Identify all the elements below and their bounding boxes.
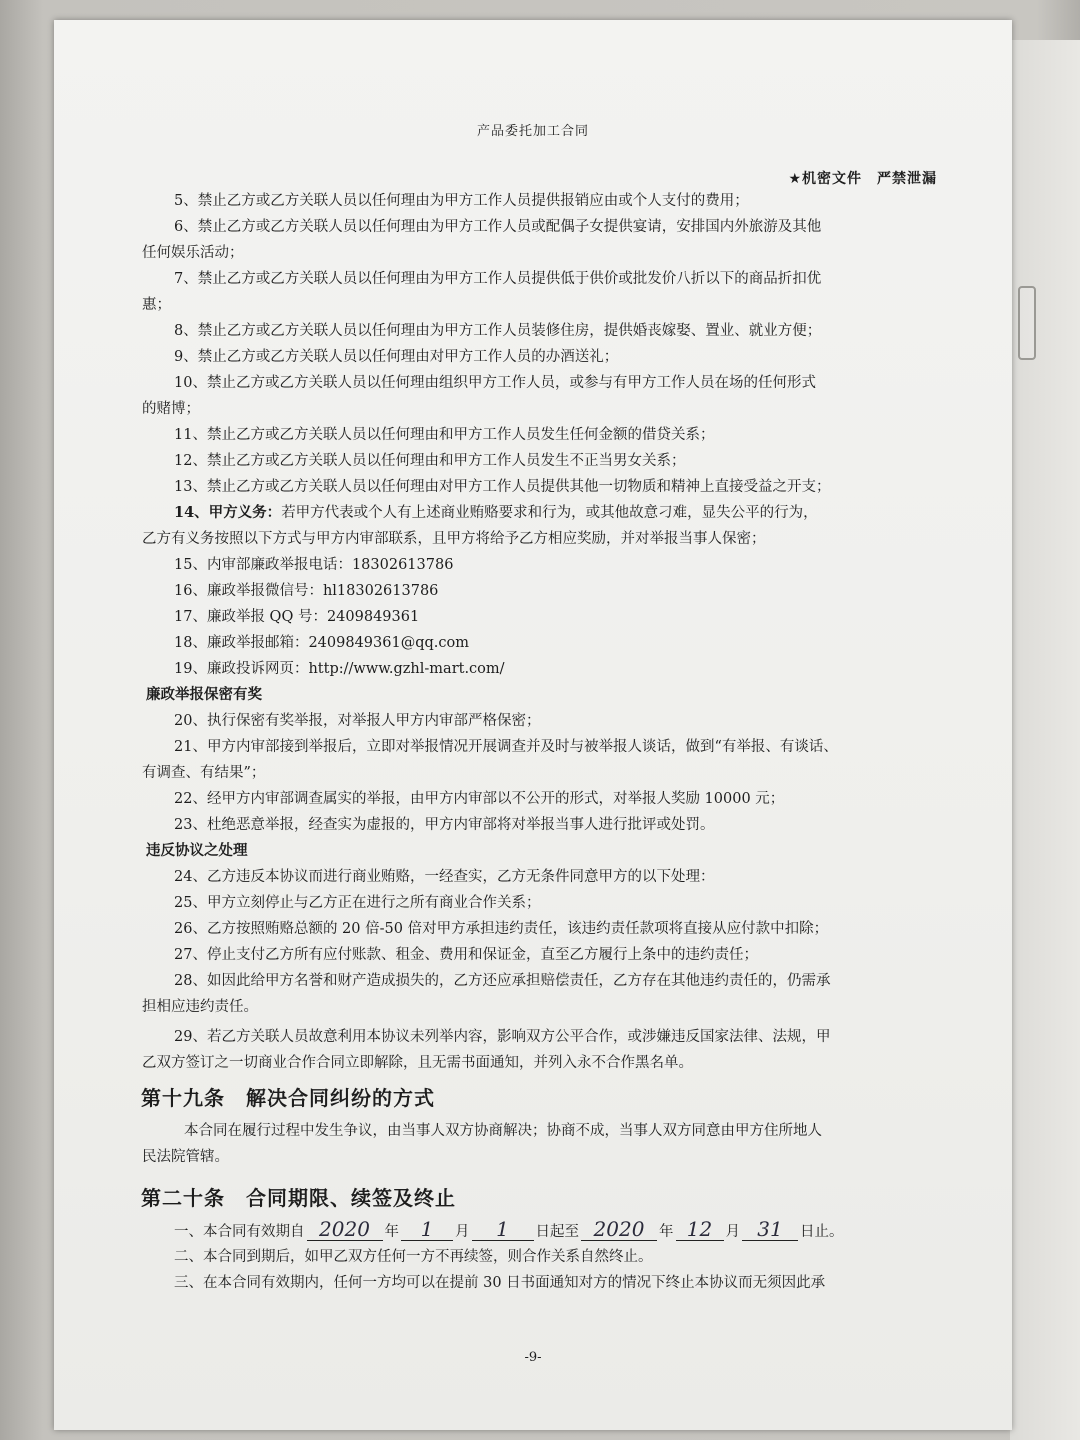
page-content (54, 20, 1012, 1430)
reward-section-heading: 廉政举报保密有奖 (146, 686, 262, 703)
start-month-handwritten: 1 (401, 1218, 453, 1241)
clause-28-cont: 担相应违约责任。 (142, 999, 258, 1015)
binding-staple (1018, 286, 1036, 360)
clause-13: 13、禁止乙方或乙方关联人员以任何理由对甲方工作人员提供其他一切物质和精神上直接受益之开支； (174, 479, 831, 495)
clause-29-cont: 乙双方签订之一切商业合作合同立即解除，且无需书面通知，并列入永不合作黑名单。 (142, 1055, 693, 1071)
clause-11: 11、禁止乙方或乙方关联人员以任何理由和甲方工作人员发生任何金额的借贷关系； (174, 427, 715, 443)
clause-21: 21、甲方内审部接到举报后，立即对举报情况开展调查并及时与被举报人谈话，做到“有举报、有谈话、 (174, 739, 838, 755)
clause-27: 27、停止支付乙方所有应付账款、租金、费用和保证金，直至乙方履行上条中的违约责任； (174, 947, 758, 963)
clause-6: 6、禁止乙方或乙方关联人员以任何理由为甲方工作人员或配偶子女提供宴请，安排国内外旅游及其他 (174, 219, 822, 235)
contact-webpage[interactable]: 19、廉政投诉网页：http://www.gzhl-mart.com/ (174, 661, 505, 677)
page-number: -9- (524, 1350, 542, 1365)
clause-8: 8、禁止乙方或乙方关联人员以任何理由为甲方工作人员装修住房，提供婚丧嫁娶、置业、就业方便； (174, 323, 822, 339)
adjacent-page-edge (1010, 40, 1080, 1440)
article-19-heading: 第十九条 解决合同纠纷的方式 (141, 1086, 435, 1110)
start-year-handwritten: 2020 (307, 1218, 383, 1241)
clause-21-cont: 有调查、有结果”； (142, 765, 266, 781)
clause-26: 26、乙方按照贿赂总额的 20 倍-50 倍对甲方承担违约责任，该违约责任款项将直接从应付款中扣除； (174, 921, 829, 937)
article-19-line-2: 民法院管辖。 (142, 1149, 229, 1165)
clause-7-cont: 惠； (142, 297, 171, 313)
end-day-handwritten: 31 (742, 1218, 798, 1241)
article-20-heading: 第二十条 合同期限、续签及终止 (141, 1186, 456, 1210)
clause-12: 12、禁止乙方或乙方关联人员以任何理由和甲方工作人员发生不正当男女关系； (174, 453, 686, 469)
start-day-handwritten: 1 (472, 1218, 534, 1241)
contract-term-line (174, 1218, 844, 1243)
clause-10: 10、禁止乙方或乙方关联人员以任何理由组织甲方工作人员，或参与有甲方工作人员在场的任何形式 (174, 375, 816, 391)
document-page (54, 20, 1012, 1430)
article-20-line-3: 三、在本合同有效期内，任何一方均可以在提前 30 日书面通知对方的情况下终止本协议而无须因此承 (174, 1275, 826, 1291)
violation-section-heading: 违反协议之处理 (146, 842, 248, 859)
term-prefix: 一、本合同有效期自 (174, 1224, 305, 1240)
end-year-handwritten: 2020 (581, 1218, 657, 1241)
clause-7: 7、禁止乙方或乙方关联人员以任何理由为甲方工作人员提供低于供价或批发价八折以下的商品折扣优 (174, 271, 822, 287)
clause-25: 25、甲方立刻停止与乙方正在进行之所有商业合作关系； (174, 895, 541, 911)
clause-28: 28、如因此给甲方名誉和财产造成损失的，乙方还应承担赔偿责任，乙方存在其他违约责任的，仍需承 (174, 973, 831, 989)
clause-14-label: 14、甲方义务： (174, 504, 282, 521)
clause-23: 23、杜绝恶意举报，经查实为虚报的，甲方内审部将对举报当事人进行批评或处罚。 (174, 817, 715, 833)
clause-22: 22、经甲方内审部调查属实的举报，由甲方内审部以不公开的形式，对举报人奖励 10000 元； (174, 791, 785, 807)
clause-14-text: 若甲方代表或个人有上述商业贿赂要求和行为，或其他故意刁难，显失公平的行为， (281, 505, 818, 521)
document-header-title: 产品委托加工合同 (476, 124, 589, 139)
start-month-char: 月 (455, 1224, 470, 1240)
article-19-line-1: 本合同在履行过程中发生争议，由当事人双方协商解决；协商不成，当事人双方同意由甲方住所地人 (184, 1123, 822, 1139)
clause-6-cont: 任何娱乐活动； (142, 245, 244, 261)
contact-phone: 15、内审部廉政举报电话：18302613786 (174, 557, 454, 573)
clause-20: 20、执行保密有奖举报，对举报人甲方内审部严格保密； (174, 713, 541, 729)
clause-14 (174, 502, 964, 524)
contact-wechat: 16、廉政举报微信号：hl18302613786 (174, 583, 439, 599)
clause-29: 29、若乙方关联人员故意利用本协议未列举内容，影响双方公平合作，或涉嫌违反国家法律、法规，甲 (174, 1029, 831, 1045)
end-month-char: 月 (725, 1224, 740, 1240)
article-20-line-2: 二、本合同到期后，如甲乙双方任何一方不再续签，则合作关系自然终止。 (174, 1249, 653, 1265)
confidential-mark: ★机密文件 严禁泄漏 (788, 171, 937, 187)
clause-14-cont: 乙方有义务按照以下方式与甲方内审部联系，且甲方将给予乙方相应奖励，并对举报当事人保密； (142, 531, 766, 547)
term-middle: 日起至 (535, 1224, 579, 1240)
clause-9: 9、禁止乙方或乙方关联人员以任何理由对甲方工作人员的办酒送礼； (174, 349, 619, 365)
clause-5: 5、禁止乙方或乙方关联人员以任何理由为甲方工作人员提供报销应由或个人支付的费用； (174, 193, 749, 209)
clause-24: 24、乙方违反本协议而进行商业贿赂，一经查实，乙方无条件同意甲方的以下处理： (174, 869, 715, 885)
end-year-char: 年 (659, 1224, 674, 1240)
contact-email[interactable]: 18、廉政举报邮箱：2409849361@qq.com (174, 635, 469, 651)
start-year-char: 年 (384, 1224, 399, 1240)
end-month-handwritten: 12 (676, 1218, 724, 1241)
contact-qq: 17、廉政举报 QQ 号：2409849361 (174, 609, 420, 625)
term-suffix: 日止。 (800, 1224, 844, 1240)
clause-10-cont: 的赌博； (142, 401, 200, 417)
